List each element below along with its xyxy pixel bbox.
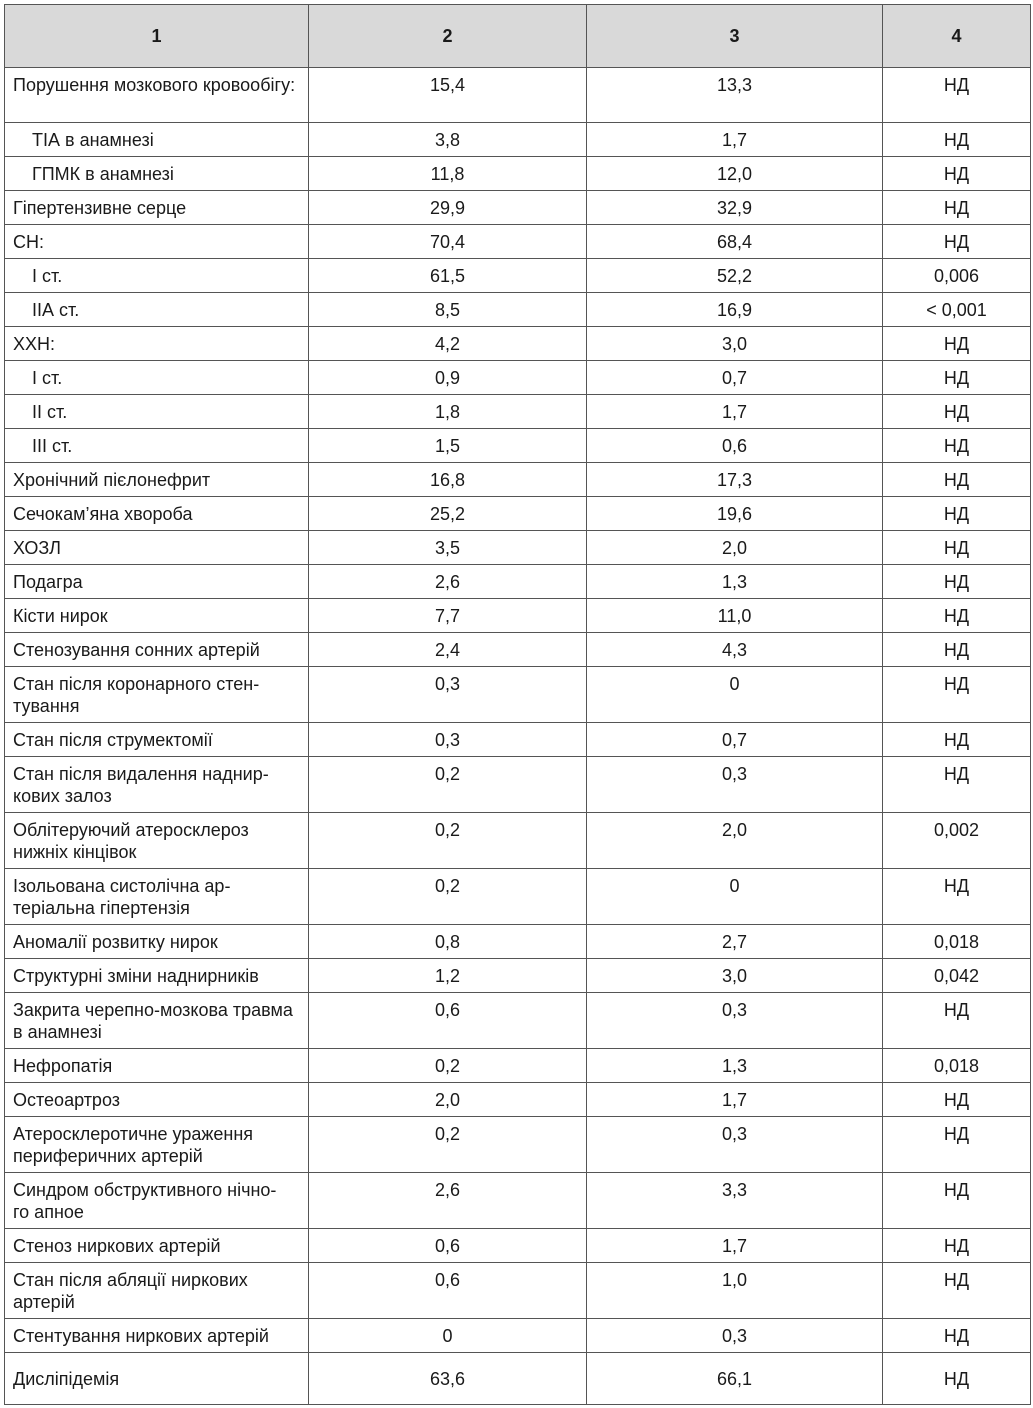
value-col-2: 0,3	[309, 723, 587, 757]
value-col-2: 70,4	[309, 225, 587, 259]
header-row	[5, 5, 1031, 68]
value-col-4: НД	[883, 395, 1031, 429]
value-col-2: 16,8	[309, 463, 587, 497]
value-col-2: 11,8	[309, 157, 587, 191]
table-row	[5, 667, 1031, 723]
value-col-2: 0,2	[309, 757, 587, 813]
value-col-3: 17,3	[587, 463, 883, 497]
value-col-2: 0,9	[309, 361, 587, 395]
value-col-2: 3,5	[309, 531, 587, 565]
table-row	[5, 225, 1031, 259]
row-label: ТІА в анамнезі	[5, 123, 309, 157]
value-col-3: 12,0	[587, 157, 883, 191]
value-col-2: 0,2	[309, 1117, 587, 1173]
value-col-3: 1,7	[587, 395, 883, 429]
value-col-2: 4,2	[309, 327, 587, 361]
row-label: І ст.	[5, 361, 309, 395]
row-label: Синдром обструктивного нічно- го апное	[5, 1173, 309, 1229]
value-col-2: 25,2	[309, 497, 587, 531]
row-label: Закрита черепно-мозкова травма в анамнезі	[5, 993, 309, 1049]
table-row	[5, 813, 1031, 869]
value-col-4: НД	[883, 633, 1031, 667]
value-col-4: НД	[883, 497, 1031, 531]
value-col-4: НД	[883, 225, 1031, 259]
value-col-4: НД	[883, 1229, 1031, 1263]
table-row	[5, 959, 1031, 993]
value-col-3: 3,0	[587, 959, 883, 993]
value-col-4: НД	[883, 1263, 1031, 1319]
value-col-4: НД	[883, 757, 1031, 813]
value-col-2: 0,6	[309, 1263, 587, 1319]
table-row	[5, 395, 1031, 429]
table-row	[5, 633, 1031, 667]
row-label: ХОЗЛ	[5, 531, 309, 565]
row-label: Остеоартроз	[5, 1083, 309, 1117]
data-table	[4, 4, 1031, 1405]
value-col-3: 1,7	[587, 1083, 883, 1117]
table-row	[5, 599, 1031, 633]
value-col-3: 0,3	[587, 1117, 883, 1173]
value-col-4: 0,002	[883, 813, 1031, 869]
column-header: 2	[309, 5, 587, 68]
row-label: Стан після видалення наднир- кових залоз	[5, 757, 309, 813]
value-col-2: 0,6	[309, 1229, 587, 1263]
value-col-3: 0,3	[587, 1319, 883, 1353]
value-col-4: НД	[883, 599, 1031, 633]
row-label: Ізольована систолічна ар- теріальна гіпертензія	[5, 869, 309, 925]
value-col-3: 1,3	[587, 1049, 883, 1083]
table-row	[5, 1319, 1031, 1353]
value-col-4: 0,042	[883, 959, 1031, 993]
value-col-3: 13,3	[587, 68, 883, 123]
value-col-2: 29,9	[309, 191, 587, 225]
row-label: Дисліпідемія	[5, 1353, 309, 1405]
value-col-3: 52,2	[587, 259, 883, 293]
value-col-4: НД	[883, 68, 1031, 123]
column-header: 1	[5, 5, 309, 68]
row-label: Кісти нирок	[5, 599, 309, 633]
value-col-3: 1,7	[587, 1229, 883, 1263]
value-col-3: 1,7	[587, 123, 883, 157]
table-row	[5, 361, 1031, 395]
row-label: Атеросклеротичне ураження периферичних артерій	[5, 1117, 309, 1173]
table-row	[5, 68, 1031, 123]
value-col-2: 1,2	[309, 959, 587, 993]
value-col-4: НД	[883, 869, 1031, 925]
value-col-3: 2,0	[587, 531, 883, 565]
value-col-2: 0	[309, 1319, 587, 1353]
value-col-2: 15,4	[309, 68, 587, 123]
value-col-4: НД	[883, 327, 1031, 361]
value-col-4: НД	[883, 723, 1031, 757]
table-row	[5, 1353, 1031, 1405]
value-col-3: 1,3	[587, 565, 883, 599]
table-row	[5, 1173, 1031, 1229]
value-col-3: 2,7	[587, 925, 883, 959]
value-col-4: НД	[883, 1117, 1031, 1173]
value-col-3: 0	[587, 667, 883, 723]
value-col-3: 19,6	[587, 497, 883, 531]
value-col-2: 2,4	[309, 633, 587, 667]
table-row	[5, 531, 1031, 565]
value-col-4: < 0,001	[883, 293, 1031, 327]
table-row	[5, 1117, 1031, 1173]
column-header: 4	[883, 5, 1031, 68]
value-col-2: 63,6	[309, 1353, 587, 1405]
row-label: ІІІ ст.	[5, 429, 309, 463]
table-row	[5, 429, 1031, 463]
value-col-3: 0,7	[587, 361, 883, 395]
value-col-2: 7,7	[309, 599, 587, 633]
value-col-2: 61,5	[309, 259, 587, 293]
row-label: Стентування ниркових артерій	[5, 1319, 309, 1353]
row-label: ІІА ст.	[5, 293, 309, 327]
value-col-3: 0,6	[587, 429, 883, 463]
row-label: Стенозування сонних артерій	[5, 633, 309, 667]
table-row	[5, 497, 1031, 531]
value-col-3: 2,0	[587, 813, 883, 869]
column-header: 3	[587, 5, 883, 68]
row-label: Порушення мозкового кровообігу:	[5, 68, 309, 123]
value-col-2: 0,2	[309, 1049, 587, 1083]
value-col-4: НД	[883, 531, 1031, 565]
value-col-4: НД	[883, 993, 1031, 1049]
table-row	[5, 123, 1031, 157]
table-row	[5, 327, 1031, 361]
value-col-4: НД	[883, 565, 1031, 599]
row-label: Стан після коронарного стен- тування	[5, 667, 309, 723]
table-row	[5, 757, 1031, 813]
value-col-2: 2,0	[309, 1083, 587, 1117]
value-col-2: 0,2	[309, 869, 587, 925]
value-col-3: 32,9	[587, 191, 883, 225]
value-col-4: НД	[883, 123, 1031, 157]
table-row	[5, 723, 1031, 757]
row-label: ГПМК в анамнезі	[5, 157, 309, 191]
value-col-2: 0,2	[309, 813, 587, 869]
row-label: СН:	[5, 225, 309, 259]
row-label: Сечокам’яна хвороба	[5, 497, 309, 531]
table-row	[5, 869, 1031, 925]
row-label: Подагра	[5, 565, 309, 599]
value-col-3: 3,0	[587, 327, 883, 361]
value-col-2: 2,6	[309, 1173, 587, 1229]
row-label: Стан після струмектомії	[5, 723, 309, 757]
value-col-4: НД	[883, 157, 1031, 191]
value-col-3: 0,7	[587, 723, 883, 757]
row-label: Структурні зміни наднирників	[5, 959, 309, 993]
value-col-4: 0,006	[883, 259, 1031, 293]
row-label: Стан після абляції ниркових артерій	[5, 1263, 309, 1319]
value-col-3: 68,4	[587, 225, 883, 259]
value-col-2: 3,8	[309, 123, 587, 157]
value-col-4: НД	[883, 1083, 1031, 1117]
value-col-3: 0,3	[587, 757, 883, 813]
table-row	[5, 157, 1031, 191]
value-col-2: 8,5	[309, 293, 587, 327]
table-body	[5, 68, 1031, 1405]
table-row	[5, 993, 1031, 1049]
value-col-2: 1,8	[309, 395, 587, 429]
value-col-4: НД	[883, 1319, 1031, 1353]
value-col-3: 0,3	[587, 993, 883, 1049]
value-col-2: 0,8	[309, 925, 587, 959]
row-label: Облітеруючий атеросклероз нижніх кінцівок	[5, 813, 309, 869]
row-label: Хронічний пієлонефрит	[5, 463, 309, 497]
table-row	[5, 1049, 1031, 1083]
row-label: ІІ ст.	[5, 395, 309, 429]
table-row	[5, 565, 1031, 599]
value-col-2: 2,6	[309, 565, 587, 599]
row-label: Аномалії розвитку нирок	[5, 925, 309, 959]
value-col-4: НД	[883, 1353, 1031, 1405]
value-col-3: 11,0	[587, 599, 883, 633]
table-row	[5, 1083, 1031, 1117]
table-row	[5, 293, 1031, 327]
value-col-4: НД	[883, 667, 1031, 723]
table-row	[5, 191, 1031, 225]
table-row	[5, 259, 1031, 293]
table-row	[5, 463, 1031, 497]
value-col-3: 4,3	[587, 633, 883, 667]
value-col-3: 16,9	[587, 293, 883, 327]
value-col-4: НД	[883, 361, 1031, 395]
table-row	[5, 1263, 1031, 1319]
value-col-3: 1,0	[587, 1263, 883, 1319]
value-col-2: 0,3	[309, 667, 587, 723]
value-col-4: НД	[883, 1173, 1031, 1229]
value-col-4: НД	[883, 191, 1031, 225]
value-col-4: 0,018	[883, 1049, 1031, 1083]
table-row	[5, 925, 1031, 959]
table-row	[5, 1229, 1031, 1263]
value-col-4: 0,018	[883, 925, 1031, 959]
row-label: Стеноз ниркових артерій	[5, 1229, 309, 1263]
row-label: Нефропатія	[5, 1049, 309, 1083]
row-label: ХХН:	[5, 327, 309, 361]
value-col-3: 66,1	[587, 1353, 883, 1405]
value-col-4: НД	[883, 429, 1031, 463]
row-label: І ст.	[5, 259, 309, 293]
row-label: Гіпертензивне серце	[5, 191, 309, 225]
value-col-4: НД	[883, 463, 1031, 497]
value-col-3: 0	[587, 869, 883, 925]
value-col-2: 1,5	[309, 429, 587, 463]
value-col-3: 3,3	[587, 1173, 883, 1229]
value-col-2: 0,6	[309, 993, 587, 1049]
